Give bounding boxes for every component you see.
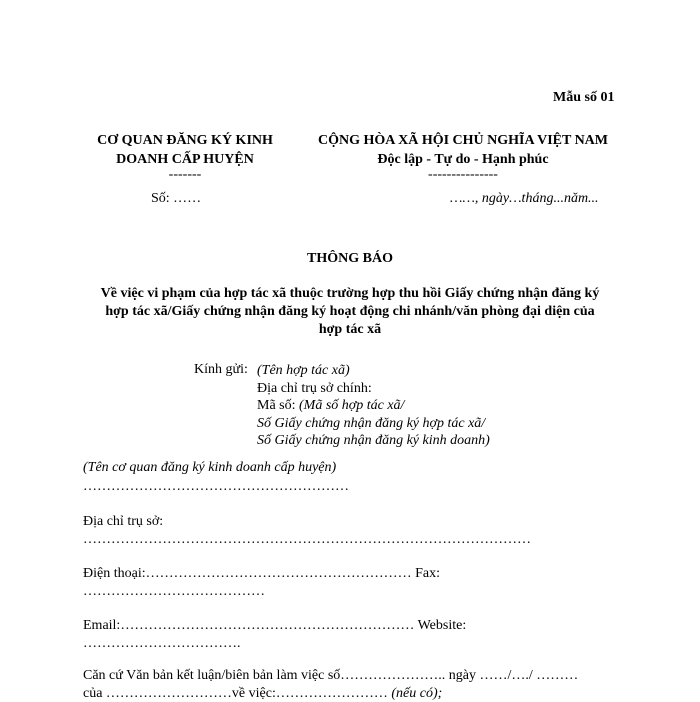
address-label: Địa chỉ trụ sở:	[83, 514, 164, 529]
recipient-cert1: Số Giấy chứng nhận đăng ký hợp tác xã/	[257, 415, 486, 431]
document-date: ……, ngày…tháng...năm...	[450, 191, 599, 206]
republic-name: CỘNG HÒA XÃ HỘI CHỦ NGHĨA VIỆT NAM	[317, 133, 608, 148]
agency-name-line1: CƠ QUAN ĐĂNG KÝ KINH	[97, 133, 273, 148]
notice-title: THÔNG BÁO	[307, 251, 393, 266]
agency-name-dots: …………………………………………………	[83, 479, 349, 494]
form-code: Mẫu số 01	[553, 90, 615, 105]
agency-name-placeholder: (Tên cơ quan đăng ký kinh doanh cấp huyện)	[83, 460, 337, 475]
subtitle-line3: hợp tác xã	[318, 322, 382, 337]
subtitle-line2: hợp tác xã/Giấy chứng nhận đăng ký hoạt động chi nhánh/văn phòng đại diện của	[105, 304, 595, 319]
recipient-code-label: Mã số:	[257, 398, 296, 413]
document-number: Số: ……	[151, 191, 202, 206]
basis-line1: Căn cứ Văn bản kết luận/biên bản làm việc số………………….. ngày ……/…./ ………	[83, 668, 579, 683]
recipient-name: (Tên hợp tác xã)	[257, 363, 350, 378]
email-website-line: Email:……………………………………………………… Website:	[83, 618, 467, 633]
phone-fax-line: Điện thoại:………………………………………………… Fax:	[83, 566, 440, 581]
recipient-block	[257, 362, 490, 450]
republic-rule: ---------------	[428, 167, 498, 182]
basis-line2-suffix: (nếu có);	[391, 686, 443, 701]
basis-line2-prefix: của ………………………về việc:……………………	[83, 686, 388, 701]
republic-motto: Độc lập - Tự do - Hạnh phúc	[377, 152, 549, 167]
recipient-cert2: Số Giấy chứng nhận đăng ký kinh doanh)	[257, 433, 490, 448]
recipient-address: Địa chỉ trụ sở chính:	[257, 380, 372, 396]
agency-rule: -------	[168, 167, 202, 182]
recipient-label: Kính gửi:	[194, 362, 248, 377]
recipient-code	[257, 397, 490, 415]
agency-header	[70, 131, 300, 181]
email-dots: …………………………….	[83, 636, 241, 651]
recipient-code-value: (Mã số hợp tác xã/	[299, 398, 405, 413]
address-dots: ……………………………………………………………………………………	[83, 532, 531, 547]
agency-name-line2: DOANH CẤP HUYỆN	[116, 152, 254, 167]
notice-subtitle	[0, 285, 700, 339]
phone-dots: …………………………………	[83, 584, 265, 599]
republic-header	[282, 131, 644, 181]
subtitle-line1: Về việc vi phạm của hợp tác xã thuộc trường hợp thu hồi Giấy chứng nhận đăng ký	[100, 286, 600, 301]
